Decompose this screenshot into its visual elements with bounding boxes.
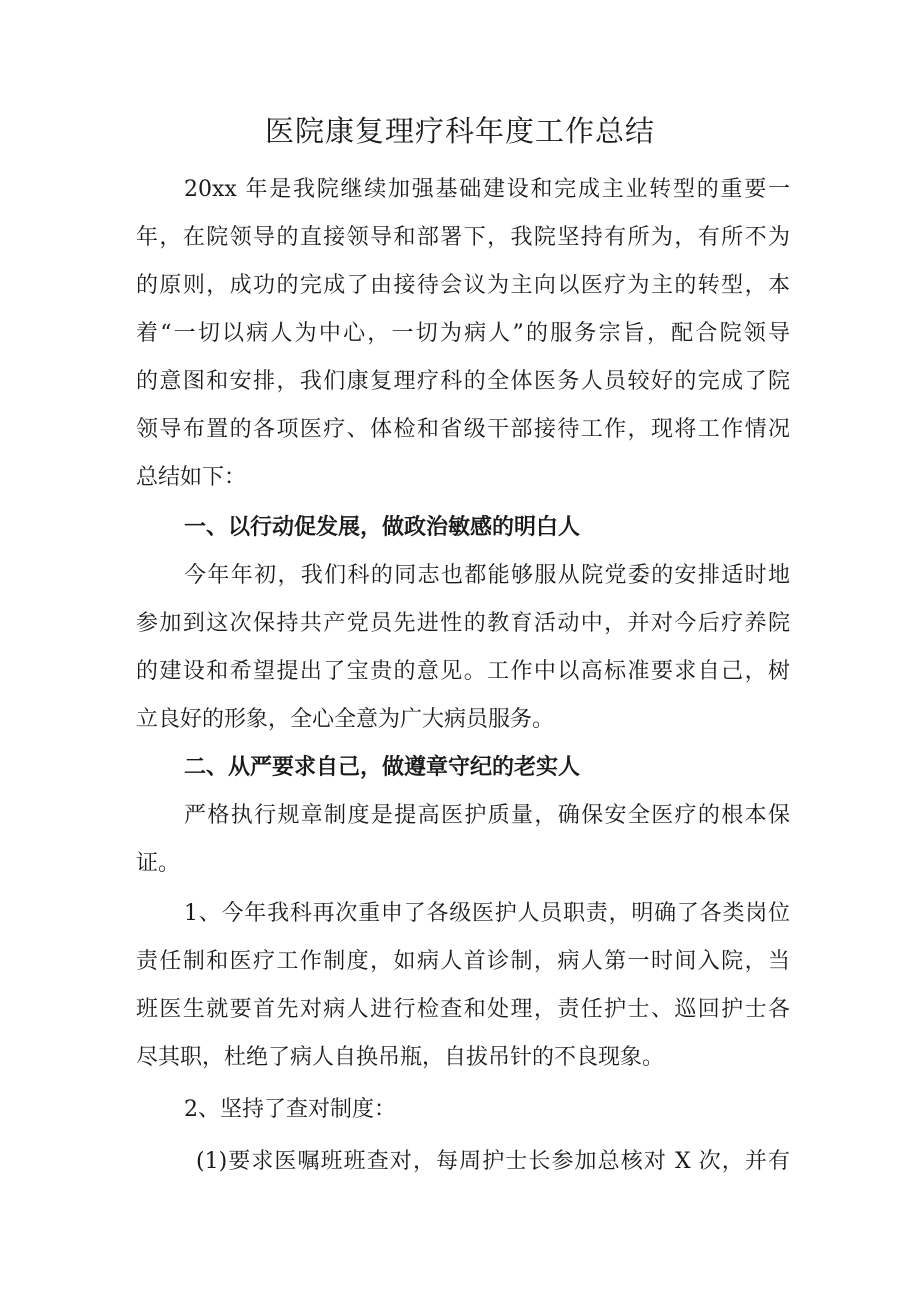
list-item-line: 班医生就要首先对病人进行检查和处理，责任护士、巡回护士各 xyxy=(136,997,790,1022)
intro-line: 的意图和安排，我们康复理疗科的全体医务人员较好的完成了院 xyxy=(136,369,790,394)
document-title: 医院康复理疗科年度工作总结 xyxy=(264,114,655,148)
sub-list-item-line: (1)要求医嘱班班查对，每周护士长参加总核对 X 次，并有 xyxy=(196,1149,790,1174)
paragraph-line: 立良好的形象，全心全意为广大病员服务。 xyxy=(136,707,555,732)
intro-line: 的原则，成功的完成了由接待会议为主向以医疗为主的转型，本 xyxy=(136,273,790,298)
paragraph-line: 严格执行规章制度是提高医护质量，确保安全医疗的根本保 xyxy=(184,803,790,828)
paragraph-line: 参加到这次保持共产党员先进性的教育活动中，并对今后疗养院 xyxy=(136,611,790,636)
list-item-line: 2、坚持了查对制度： xyxy=(184,1097,396,1122)
paragraph-line: 证。 xyxy=(136,851,181,876)
intro-line: 20xx 年是我院继续加强基础建设和完成主业转型的重要一 xyxy=(184,177,790,202)
paragraph-line: 今年年初，我们科的同志也都能够服从院党委的安排适时地 xyxy=(184,563,790,588)
list-item-line: 1、今年我科再次重申了各级医护人员职责，明确了各类岗位 xyxy=(184,901,790,926)
list-item-line: 尽其职，杜绝了病人自换吊瓶，自拔吊针的不良现象。 xyxy=(136,1045,665,1070)
intro-line: 领导布置的各项医疗、体检和省级干部接待工作，现将工作情况 xyxy=(136,417,790,442)
section-heading: 二、从严要求自己，做遵章守纪的老实人 xyxy=(184,755,581,780)
intro-line: 着“一切以病人为中心，一切为病人”的服务宗旨，配合院领导 xyxy=(136,321,790,346)
intro-line: 总结如下： xyxy=(136,465,247,490)
list-item-line: 责任制和医疗工作制度，如病人首诊制，病人第一时间入院，当 xyxy=(136,949,790,974)
paragraph-line: 的建设和希望提出了宝贵的意见。工作中以高标准要求自己，树 xyxy=(136,659,790,684)
section-heading: 一、以行动促发展，做政治敏感的明白人 xyxy=(184,515,581,540)
intro-line: 年，在院领导的直接领导和部署下，我院坚持有所为，有所不为 xyxy=(136,225,790,250)
